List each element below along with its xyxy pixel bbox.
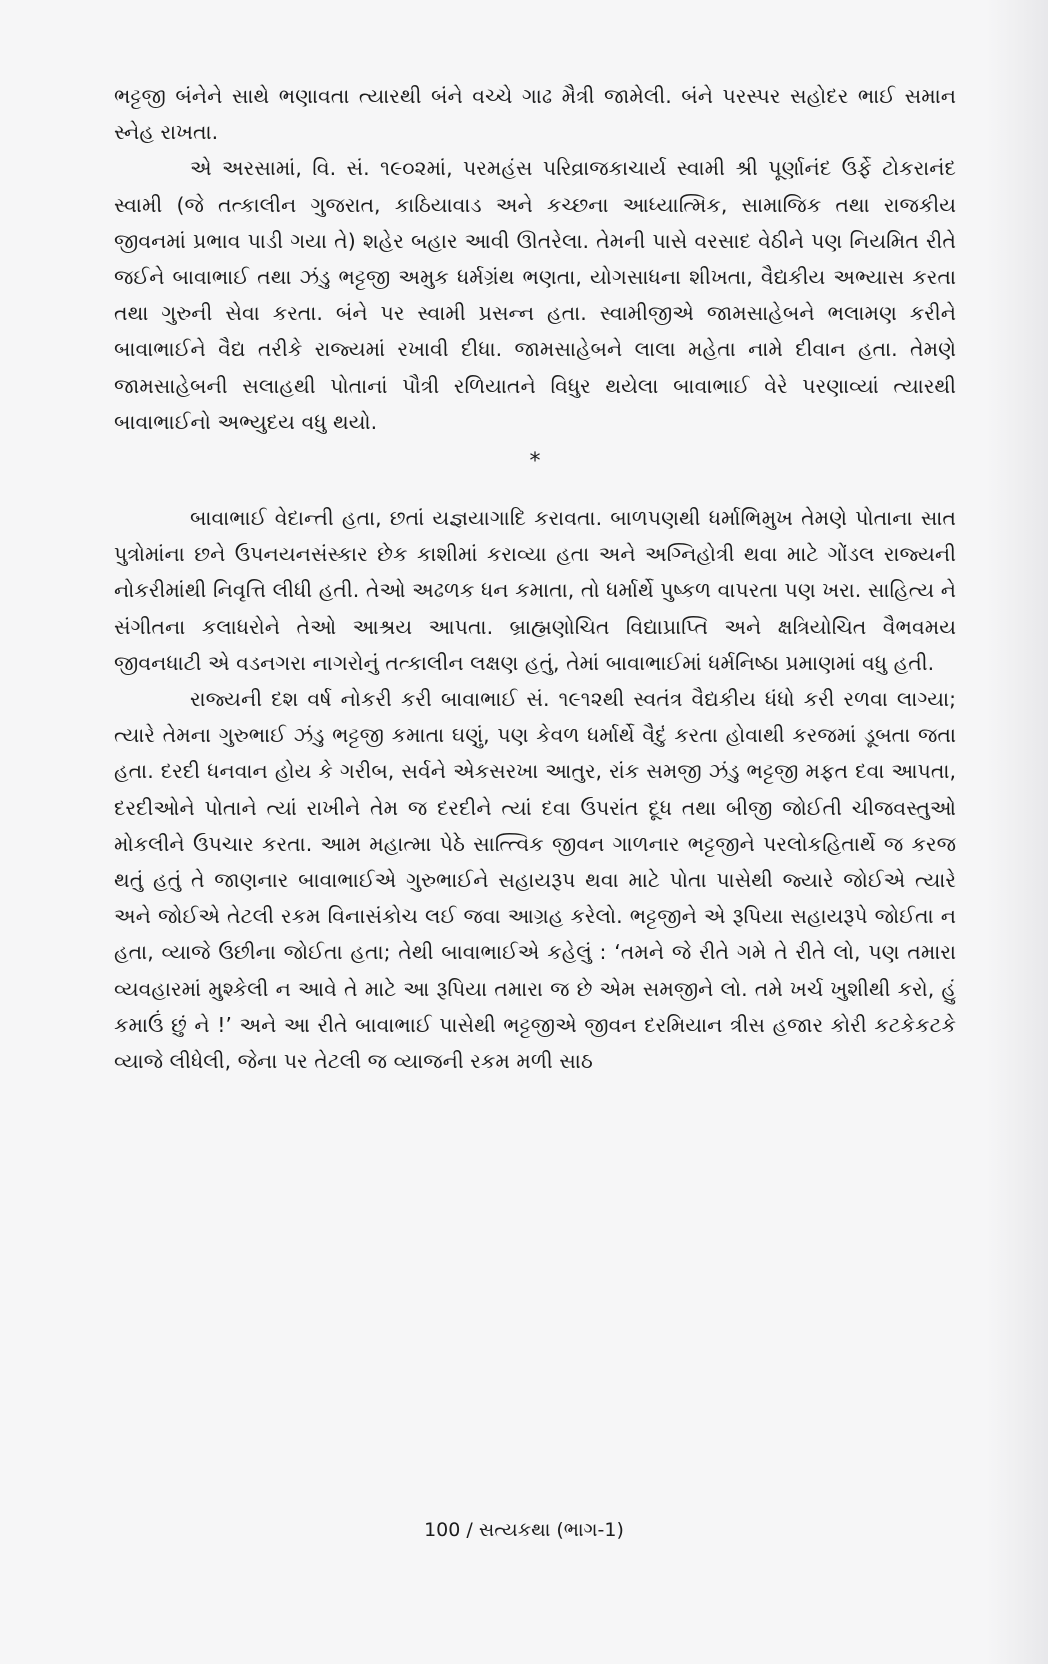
paragraph-swami: એ અરસામાં, વિ. સં. ૧૯૦૨માં, પરમહંસ પરિવ્રાજકાચાર્ય સ્વામી શ્રી પૂર્ણાનંદ ઉર્ફે ટોકરાનંદ સ્વામી (જે તત્કાલીન ગુજરાત, કાઠિયાવાડ અને કચ્છના આધ્યાત્મિક, સામાજિક તથા રાજકીય જીવનમાં પ્રભાવ પાડી ગયા તે) શહેર બહાર આવી ઊતરેલા. તેમની પાસે વરસાદ વેઠીને પણ નિયમિત રીતે જઈને બાવાભાઈ તથા ઝંડુ ભટ્ટજી અમુક ધર્મગ્રંથ ભણતા, યોગસાધના શીખતા, વૈદ્યકીય અભ્યાસ કરતા તથા ગુરુની સેવા કરતા. બંને પર સ્વામી પ્રસન્ન હતા. સ્વામીજીએ જામસાહેબને ભલામણ કરીને બાવાભાઈને વૈદ્ય તરીકે રાજ્યમાં રખાવી દીધા. જામસાહેબને લાલા મહેતા નામે દીવાન હતા. તેમણે જામસાહેબની સલાહથી પોતાનાં પૌત્રી રળિયાતને વિધુર થયેલા બાવાભાઈ વેરે પરણાવ્યાં ત્યારથી બાવાભાઈનો અભ્યુદય વધુ થયો. <box>114 156 956 434</box>
body-text <box>114 78 956 1079</box>
section-separator: * <box>529 449 541 475</box>
page-edge-shadow <box>986 0 1048 1664</box>
page-footer: 100 / સત્યકથા (ભાગ-1) <box>424 1519 624 1541</box>
paragraph-vedanti: બાવાભાઈ વેદાન્તી હતા, છતાં યજ્ઞયાગાદિ કરાવતા. બાળપણથી ધર્માભિમુખ તેમણે પોતાના સાત પુત્રોમાંના છને ઉપનયનસંસ્કાર છેક કાશીમાં કરાવ્યા હતા અને અગ્નિહોત્રી થવા માટે ગોંડલ રાજ્યની નોકરીમાંથી નિવૃત્તિ લીધી હતી. તેઓ અઢળક ધન કમાતા, તો ધર્માર્થે પુષ્કળ વાપરતા પણ ખરા. સાહિત્ય ને સંગીતના કલાધરોને તેઓ આશ્રય આપતા. બ્રાહ્મણોચિત વિદ્યાપ્રાપ્તિ અને ક્ષત્રિયોચિત વૈભવમય જીવનધાટી એ વડનગરા નાગરોનું તત્કાલીન લક્ષણ હતું, તેમાં બાવાભાઈમાં ધર્મનિષ્ઠા પ્રમાણમાં વધુ હતી. <box>114 506 956 675</box>
paragraph-continuation: ભટ્ટજી બંનેને સાથે ભણાવતા ત્યારથી બંને વચ્ચે ગાઢ મૈત્રી જામેલી. બંને પરસ્પર સહોદર ભાઈ સમાન સ્નેહ રાખતા. <box>114 84 956 145</box>
paragraph-loan: રાજ્યની દશ વર્ષ નોકરી કરી બાવાભાઈ સં. ૧૯૧૨થી સ્વતંત્ર વૈદ્યકીય ધંધો કરી રળવા લાગ્યા; ત્યારે તેમના ગુરુભાઈ ઝંડુ ભટ્ટજી કમાતા ઘણું, પણ કેવળ ધર્માર્થે વૈદું કરતા હોવાથી કરજમાં ડૂબતા જતા હતા. દરદી ધનવાન હોય કે ગરીબ, સર્વને એકસરખા આતુર, રાંક સમજી ઝંડુ ભટ્ટજી મફત દવા આપતા, દરદીઓને પોતાને ત્યાં રાખીને તેમ જ દરદીને ત્યાં દવા ઉપરાંત દૂધ તથા બીજી જોઈતી ચીજવસ્તુઓ મોકલીને ઉપચાર કરતા. આમ મહાત્મા પેઠે સાત્ત્વિક જીવન ગાળનાર ભટ્ટજીને પરલોકહિતાર્થે જ કરજ થતું હતું તે જાણનાર બાવાભાઈએ ગુરુભાઈને સહાયરૂપ થવા માટે પોતા પાસેથી જ્યારે જોઈએ ત્યારે અને જોઈએ તેટલી રકમ વિનાસંકોચ લઈ જવા આગ્રહ કરેલો. ભટ્ટજીને એ રૂપિયા સહાયરૂપે જોઈતા ન હતા, વ્યાજે ઉછીના જોઈતા હતા; તેથી બાવાભાઈએ કહેલું : ‘તમને જે રીતે ગમે તે રીતે લો, પણ તમારા વ્યવહારમાં મુશ્કેલી ન આવે તે માટે આ રૂપિયા તમારા જ છે એમ સમજીને લો. તમે ખર્ચ ખુશીથી કરો, હું કમાઉં છું ને !’ અને આ રીતે બાવાભાઈ પાસેથી ભટ્ટજીએ જીવન દરમિયાન ત્રીસ હજાર કોરી કટકેકટકે વ્યાજે લીધેલી, જેના પર તેટલી જ વ્યાજની રકમ મળી સાઠ <box>114 687 956 1074</box>
